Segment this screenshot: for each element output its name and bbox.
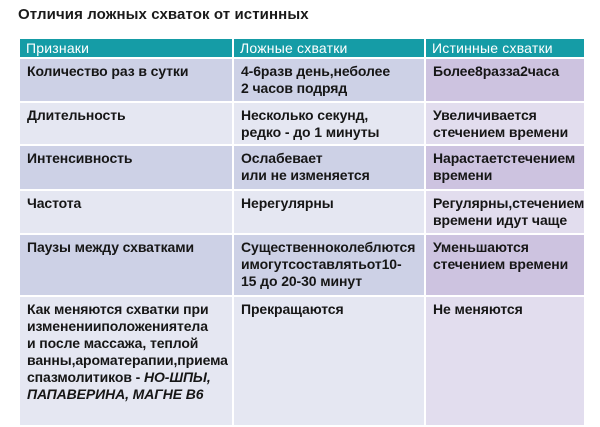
sign-text: Как меняются схватки при измененииположениятела и после массажа, теплой ванны,ароматерапии,приема спазмолитиков - xyxy=(27,301,228,385)
page-title: Отличия ложных схваток от истинных xyxy=(18,6,309,23)
table-row xyxy=(19,102,585,145)
sign-cell: Интенсивность xyxy=(19,145,233,190)
table-row xyxy=(19,296,585,426)
sign-cell: Паузы между схватками xyxy=(19,234,233,296)
true-contractions-cell: Уменьшаются стечением времени xyxy=(425,234,585,296)
true-contractions-cell: Не меняются xyxy=(425,296,585,426)
table-row xyxy=(19,58,585,102)
sign-cell: Количество раз в сутки xyxy=(19,58,233,102)
column-header-true-contractions: Истинные схватки xyxy=(425,38,585,58)
true-contractions-cell: Нарастаетстечением времени xyxy=(425,145,585,190)
table-header-row xyxy=(19,38,585,58)
table-row xyxy=(19,190,585,234)
true-contractions-cell: Увеличивается стечением времени xyxy=(425,102,585,145)
false-contractions-cell: Нерегулярны xyxy=(233,190,425,234)
sign-cell: Частота xyxy=(19,190,233,234)
false-contractions-cell: Ослабевает или не изменяется xyxy=(233,145,425,190)
drug-names-text: НО-ШПЫ, ПАПАВЕРИНА, МАГНЕ В6 xyxy=(27,369,211,402)
true-contractions-cell: Регулярны,стечением времени идут чаще xyxy=(425,190,585,234)
comparison-table xyxy=(18,37,586,427)
column-header-false-contractions: Ложные схватки xyxy=(233,38,425,58)
sign-cell: Длительность xyxy=(19,102,233,145)
false-contractions-cell: Несколько секунд, редко - до 1 минуты xyxy=(233,102,425,145)
false-contractions-cell: 4-6разв день,неболее 2 часов подряд xyxy=(233,58,425,102)
table-row xyxy=(19,145,585,190)
false-contractions-cell: Прекращаются xyxy=(233,296,425,426)
column-header-signs: Признаки xyxy=(19,38,233,58)
false-contractions-cell: Существенноколеблются имогутсоставлятьот10- 15 до 20-30 минут xyxy=(233,234,425,296)
true-contractions-cell: Более8разза2часа xyxy=(425,58,585,102)
sign-cell xyxy=(19,296,233,426)
table-row xyxy=(19,234,585,296)
